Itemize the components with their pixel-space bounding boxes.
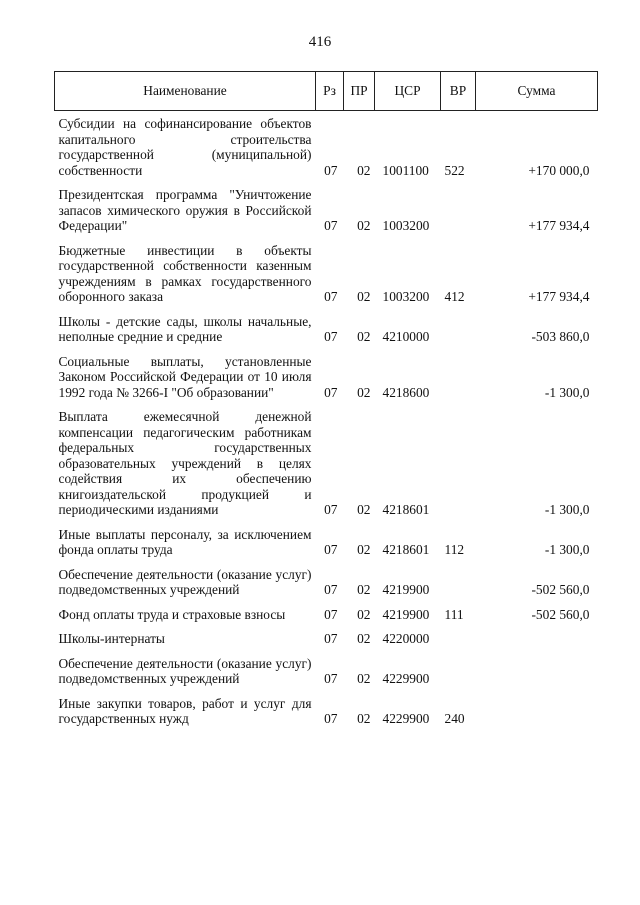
cell-pr: 02 <box>357 711 371 726</box>
cell-csr: 4218600 <box>382 384 430 400</box>
cell-pr: 02 <box>357 582 371 597</box>
cell-vr <box>441 182 476 238</box>
cell-pr: 02 <box>357 606 371 622</box>
cell-csr: 1003200 <box>382 218 430 233</box>
table-row <box>55 522 598 562</box>
table-row <box>55 404 598 522</box>
cell-csr: 1003200 <box>382 289 430 304</box>
cell-pr: 02 <box>357 542 371 557</box>
cell-rz: 07 <box>324 289 338 304</box>
table-row <box>55 182 598 238</box>
header-vr: ВР <box>441 72 476 111</box>
cell-sum: -502 560,0 <box>531 582 590 597</box>
cell-sum: +177 934,4 <box>528 218 590 233</box>
cell-rz: 07 <box>324 606 338 622</box>
cell-vr <box>441 349 476 405</box>
cell-rz: 07 <box>324 384 338 400</box>
cell-name: Школы-интернаты <box>58 631 165 646</box>
budget-table <box>54 71 598 731</box>
header-sum: Сумма <box>476 72 598 111</box>
cell-pr: 02 <box>357 671 371 686</box>
table-row <box>55 602 598 627</box>
cell-rz: 07 <box>324 711 338 726</box>
cell-sum: +170 000,0 <box>528 162 590 178</box>
cell-vr <box>441 651 476 691</box>
cell-name: Фонд оплаты труда и страховые взносы <box>58 606 286 622</box>
cell-name: Субсидии на софинансирование объектов капитального строительства государственной (муниципальной) собственности <box>58 116 312 178</box>
table-row <box>55 238 598 309</box>
cell-name: Иные закупки товаров, работ и услуг для государственных нужд <box>58 695 312 726</box>
cell-csr: 4219900 <box>382 606 430 622</box>
table-row <box>55 309 598 349</box>
table-row <box>55 111 598 183</box>
cell-vr <box>441 626 476 651</box>
cell-sum: -503 860,0 <box>531 329 590 344</box>
table-row <box>55 626 598 651</box>
table-header-row <box>55 72 598 111</box>
cell-rz: 07 <box>324 582 338 597</box>
cell-name: Обеспечение деятельности (оказание услуг) подведомственных учреждений <box>58 655 312 686</box>
header-name: Наименование <box>55 72 316 111</box>
cell-sum: -1 300,0 <box>544 384 590 400</box>
cell-vr <box>441 309 476 349</box>
cell-name: Социальные выплаты, установленные Законом Российской Федерации от 10 июля 1992 года № 3266-I "Об образовании" <box>58 353 312 400</box>
cell-csr: 4210000 <box>382 329 430 344</box>
cell-rz: 07 <box>324 502 338 517</box>
cell-vr: 412 <box>444 289 465 304</box>
cell-pr: 02 <box>357 631 371 646</box>
cell-sum: -502 560,0 <box>531 606 590 622</box>
table-row <box>55 691 598 731</box>
cell-rz: 07 <box>324 329 338 344</box>
cell-rz: 07 <box>324 218 338 233</box>
cell-sum <box>476 651 598 691</box>
cell-csr: 4220000 <box>382 631 430 646</box>
cell-vr: 111 <box>444 606 464 622</box>
header-pr: ПР <box>344 72 375 111</box>
cell-pr: 02 <box>357 502 371 517</box>
cell-rz: 07 <box>324 671 338 686</box>
cell-vr <box>441 404 476 522</box>
cell-pr: 02 <box>357 329 371 344</box>
cell-pr: 02 <box>357 162 371 178</box>
cell-rz: 07 <box>324 631 338 646</box>
cell-vr <box>441 562 476 602</box>
cell-name: Обеспечение деятельности (оказание услуг) подведомственных учреждений <box>58 566 312 597</box>
cell-rz: 07 <box>324 162 338 178</box>
cell-sum <box>476 626 598 651</box>
cell-sum: +177 934,4 <box>528 289 590 304</box>
table-row <box>55 349 598 405</box>
cell-pr: 02 <box>357 218 371 233</box>
header-csr: ЦСР <box>375 72 441 111</box>
cell-name: Выплата ежемесячной денежной компенсации педагогическим работникам федеральных государственных образовательных учреждений в целях содействия их обеспечению книгоиздательской продукцией и периодическими изданиями <box>58 409 312 517</box>
cell-csr: 1001100 <box>382 162 429 178</box>
cell-vr: 522 <box>444 162 465 178</box>
cell-name: Иные выплаты персоналу, за исключением фонда оплаты труда <box>58 526 312 557</box>
header-rz: Рз <box>316 72 344 111</box>
cell-rz: 07 <box>324 542 338 557</box>
cell-sum <box>476 691 598 731</box>
cell-vr: 112 <box>444 542 465 557</box>
cell-csr: 4219900 <box>382 582 430 597</box>
cell-csr: 4229900 <box>382 711 430 726</box>
cell-name: Бюджетные инвестиции в объекты государственной собственности казенным учреждениям в рамках государственного оборонного заказа <box>58 242 312 304</box>
cell-pr: 02 <box>357 289 371 304</box>
page-number: 416 <box>308 34 332 50</box>
cell-csr: 4218601 <box>382 542 430 557</box>
cell-csr: 4229900 <box>382 671 430 686</box>
cell-csr: 4218601 <box>382 502 430 517</box>
cell-vr: 240 <box>444 711 465 726</box>
table-row <box>55 562 598 602</box>
table-row <box>55 651 598 691</box>
cell-name: Президентская программа "Уничтожение запасов химического оружия в Российской Федерации" <box>58 187 312 233</box>
cell-sum: -1 300,0 <box>544 542 590 557</box>
cell-name: Школы - детские сады, школы начальные, неполные средние и средние <box>58 313 312 344</box>
cell-pr: 02 <box>357 384 371 400</box>
cell-sum: -1 300,0 <box>544 502 590 517</box>
